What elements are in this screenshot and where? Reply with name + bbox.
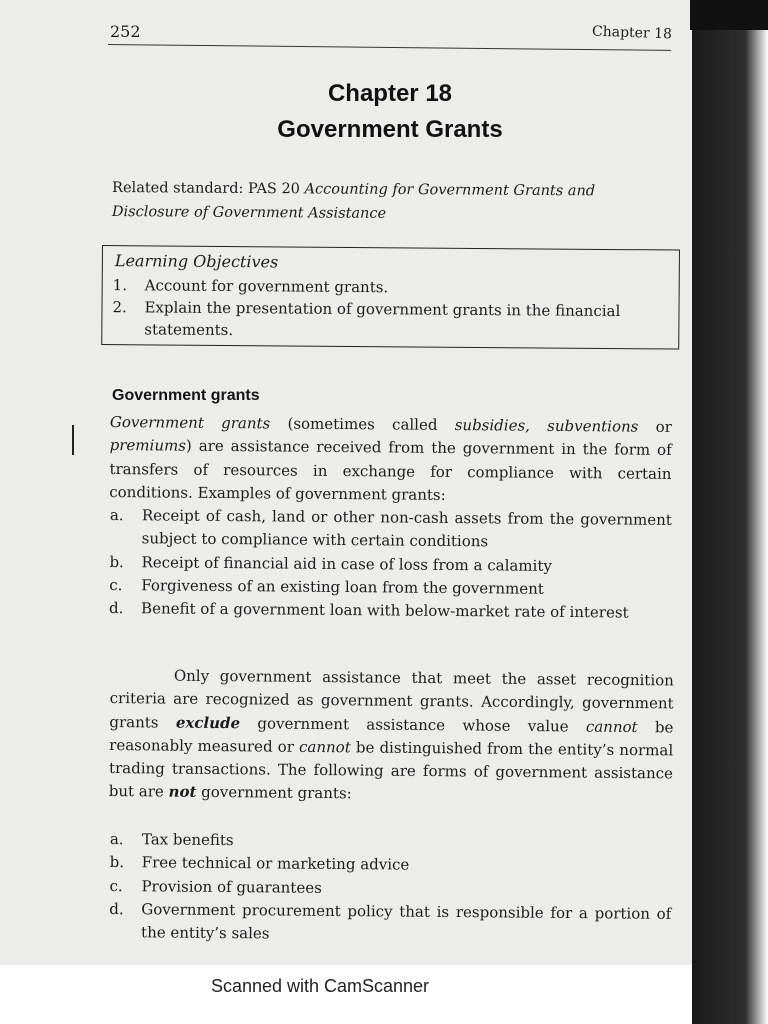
paragraph-text: government assistance whose value (240, 713, 586, 736)
related-standard-prefix: Related standard: PAS 20 (112, 180, 305, 198)
emphasis-cannot: cannot (585, 717, 638, 736)
recognition-paragraph (109, 664, 674, 809)
list-marker: b. (109, 552, 124, 571)
learning-objectives-heading: Learning Objectives (114, 251, 279, 272)
section-heading: Government grants (112, 387, 260, 404)
list-marker: c. (109, 876, 123, 895)
term-subsidies: subsidies, subventions (454, 416, 639, 436)
list-text: Government procurement policy that is responsible for a portion of the entity’s sales (141, 900, 672, 943)
margin-mark (72, 425, 74, 455)
list-text: Receipt of financial aid in case of loss from a calamity (141, 552, 552, 575)
term-premiums: premiums (109, 436, 187, 455)
list-text: Benefit of a government loan with below-market rate of interest (141, 599, 629, 622)
corner-shadow (690, 0, 768, 30)
emphasis-exclude: exclude (175, 713, 241, 732)
learning-objectives-box (101, 245, 680, 350)
book-spine-shadow (692, 0, 768, 1024)
list-item (109, 597, 671, 625)
list-text: Provision of guarantees (141, 876, 322, 897)
header-rule (108, 44, 671, 51)
list-marker: d. (109, 599, 124, 618)
standard-title-2: Disclosure of Government Assistance (111, 203, 387, 222)
paragraph-text: Only government assistance that meet the asset recognition criteria are recognized as government grants. Accordingly, government grants (109, 666, 674, 732)
objective-text: Account for government grants. (144, 276, 389, 297)
paragraph-text: be reasonably measured or (109, 717, 674, 756)
page-number: 252 (110, 22, 141, 41)
standard-and: and (563, 183, 596, 200)
objective-text: Explain the presentation of government grants in the financial statements. (144, 298, 621, 340)
chapter-number: Chapter 18 (327, 80, 453, 107)
scanner-watermark: Scanned with CamScanner (210, 976, 430, 996)
list-marker: c. (109, 575, 123, 595)
objective-number: 1. (112, 276, 128, 295)
objective-item (112, 296, 672, 344)
list-text: Receipt of cash, land or other non-cash assets from the government subject to compliance with certain conditions (141, 506, 672, 551)
chapter-title: Government Grants (277, 116, 503, 143)
standard-title: Accounting for Government Grants (304, 181, 564, 200)
related-standard (112, 176, 672, 228)
paragraph-text: (sometimes called (270, 414, 455, 435)
term-government-grants: Government grants (109, 412, 271, 433)
objective-number: 2. (112, 298, 127, 317)
paragraph-text: government grants: (196, 783, 352, 803)
list-marker: a. (109, 829, 124, 849)
list-item (110, 504, 672, 555)
list-marker: b. (109, 853, 125, 872)
emphasis-not: not (168, 783, 197, 802)
list-text: Tax benefits (141, 830, 234, 850)
list-marker: d. (109, 899, 124, 919)
paragraph-text: be distinguished from the entity’s normal trading transactions. The following are forms of government assistance but are (108, 738, 674, 802)
paragraph-text: ) are assistance received from the government in the form of transfers of resources in exchange for compliance with certain conditions. Examples of government grants: (109, 436, 672, 504)
list-text: Forgiveness of an existing loan from the government (141, 576, 544, 598)
emphasis-cannot-2: cannot (298, 737, 351, 757)
running-chapter-title: Chapter 18 (591, 23, 673, 43)
learning-objectives-list (112, 274, 673, 344)
examples-list (109, 504, 672, 625)
non-grants-list (109, 828, 672, 949)
definition-paragraph (109, 411, 672, 509)
list-item (109, 898, 671, 949)
list-marker: a. (109, 505, 124, 525)
list-text: Free technical or marketing advice (141, 853, 410, 874)
paragraph-text: or (638, 417, 672, 436)
